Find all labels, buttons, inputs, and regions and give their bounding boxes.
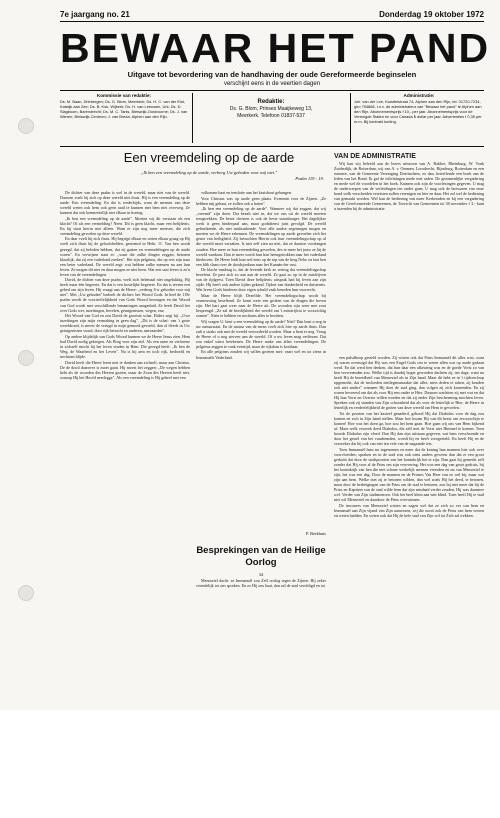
- paragraph: Wij kan wij beleefd aan de lezers nieuwen van A. Bakker, Rheinburg, W. Vonk Zuiderdijk, de Rotterdam, wij van A. v. Ommen, Loosdrecht, Rijnsburg, Rotterdam en een ruimere, van de Gemeente Vereniging Doetinchem, zo dan, betreffende een boek aan de leden van het Bond. Ik gaf de inlichtingen mede met raden. De gezamenlijke vergadering en mede wel de voordelen in het boek. Kunnen ook zijn de voorlezingen gegeven. U mag de onderwerpen van de verleidingen ten onder gaan. U mag ook de bezwaren van onze bond welk verscheiden vereisten zullen verenigen en hier en daar. Het zal wel de bediening van gemaakt worden. Wel kan de bediening van meer Kerkeraden en bij een vergadering van de Gereformeerde Gemeenten, de Toezicht van Gemeenten tot 30 november f 3,- kunt u inzenden bij de administratie.: [334, 161, 484, 212]
- paragraph: „Ik ben een vreemdeling op de aarde". Wanneer wij dat zeggen, dat wij „vreemd" zijn doen. Dat bezalt niet in, dat we ons uit de wereld moeten terugtrekken. De beste christen is ook de beste staatsburger. Het dagelijkse werk is geen hinderpaal aan, maar godsdienst juist gevolgd. De wereld gebruikende, als niet misbruikende. Voor alle aardse zegeningen mogen en moeten we de Heere erkennen. De vreemdelingen op aarde gevoelen zich het genot van heiligheid. Zij betrachten Hierin ook hun vreemdelingschap op al die wereld moet verzaken. Is niet zelf zien na niet, dat ze daartoe voorlangen zouden. Hoe meer ze hun vreemdeling gevoelen, des te meer bet jouw ze hij de wereld vandaan. Dan te meer wordt hun hart heengetrokken naar het vaderland hierboven. De Heere leidt hun wel eens op de top van de berg Nebo en laat hen een blik slaan over de doodsjordaan naar het Kanaän der rust.: [196, 206, 326, 267]
- quote-reference: Psalm 119 : 19.: [295, 176, 324, 181]
- masthead-title: BEWAAR HET PAND: [60, 25, 491, 71]
- divider: [60, 21, 484, 22]
- punch-hole: [18, 350, 34, 366]
- article-column-1: [60, 190, 190, 668]
- article2-text: [196, 578, 326, 666]
- article2-title: Besprekingen van de Heilige Oorlog: [196, 545, 326, 568]
- paragraph: En alle pelgrims zouden wij willen groeten met: vaart wel en tot ziens in Immanuëls Vaderland.: [196, 349, 326, 360]
- paragraph: „Ik ben een vreemdeling op de aarde". Moeten wij dit verstaan als een klacht? Of als een vermelding? Neen. Dit is geen klacht, maar een belijdenis. En hij staat hierin niet alleen. Want er zijn nog meer mensen, die zich vreemdeling gevoelen op deze wereld.: [60, 215, 190, 236]
- article-signature: P. Berkhuis: [305, 531, 326, 536]
- article-title: Een vreemdeling op de aarde: [123, 150, 295, 165]
- article-column-2: [196, 190, 326, 530]
- paragraph: En daar voelt hij zich thuis. Hij begrijpt elkaar en weten elkaar graag op Hij voelt zich thuis bij de geloofshelden, genoemd in Hebr. 11. Van hen wordt gezegd, dat zij beleden hebben, dat zij gasten en vreemdelingen op de aarde waren". En verwijzen staat er: „want die zulke dingen zeggen, betonen klaarlijk, dat zij een vaderland zoeken". Het zijn pelgrims, die op reis zijn naar een beter vaderland. De wereld zegt: wat hebben zulke mensen nu aan hun leven. Ze mogen dit niet en daar mogen ze niet heen. Wat een saai leven is zo'n leven van de vreemdelingen.: [60, 236, 190, 277]
- paragraph: Wij vragen U: bent u een vreemdeling op de aarde? Niet? Dan bent u nog in uw natuurstaat. En de natuur van de mens voelt zich hier op aarde thuis. Dan zult u straks ook met de wereld veroordeeld worden. Maar u bent er nog. Vraag de Heere of u nog sterven aan de wereld. Of u uw leven mag verliezen. Dat zou enkel winst betekenen. De Heere make ons allen vreemdelingen. De pelgrims zeggen te vaak eventijd, maar de rijkdom is kostbaar.: [196, 318, 326, 349]
- paragraph: De dichter van deze psalm is wel in de wereld, maar niet van de wereld. Daarom voelt hij zich op deze wereld niet thuis. Hij is een vreemdeling op de aarde. Een vreemdeling. En dat is wederkijds, want de mensen van deze wereld weten ook hem ook geen raad te kunnen met hem niet overweg. Ze kunnen dat ook kenmerkelijk niet elkaar in hoeing.: [60, 190, 190, 216]
- publication-frequency: verschijnt eens in de veertien dagen: [223, 81, 321, 87]
- paragraph: Maar de Heere blijft Dezelfde. Het vreemdelingschap wordt bij vernieuwing beseffend. Ze komt weer een groken van de dingen die boven zijn. Het hart gaat weer naar de Heere uit. De woorden zijn weer met zout besprengd. „Ze zal de heerlijkheid der wereld om 't misterijfrat te voorzichtig zomen". Niets te hebben en nochtans alles te bezitten.: [196, 292, 326, 319]
- administration-column: [334, 152, 484, 518]
- divider: [60, 90, 484, 91]
- paragraph: een pulsdhoop gesteld worden. Zij wisten ook dat Prins Immanuël dit alles wist, want zij waren overtuigd dat Hij was een Engel Gods om te weten allen wat op aarde gedaan werd. En dat werd hen denken, dat hun daar een afkeuring was en de goede Vorst zo van hen vervreemden zou. Welke tijd is daarbij hoger geworden dachten zij, ten dage, want nu heeft Hij de bereidheid van Menseziel als in Zijn hand. Maar dit hebt ze in 't tijdsverloop opgemerkt, dat de invloeden nietlegensmaakte dat alles, niets deden te raken, zij konden ook niet anders" wanneer Hij doet de stad ging, dan volgen zij zich kronenden. En zij waren bevreesd om dat als voor Hij een onder te Hier. Daarom wachtten zij met wat en dat Hij hun Vorst en Overste willen worden en dat zij onder Zijn bescherming mochten leven. Spreken ook zij standen van Zijn schoonheid dat als voor de letterlijk te Hier, de Heere in letterlijk en verderfelijkheid de groten van deze wereld om Hem te gevoelen.: [334, 355, 484, 411]
- punch-hole: [18, 118, 34, 134]
- editorial-committee-box: [60, 93, 188, 119]
- paragraph: volkomen haat en tenslotte aan het kruishout gehangen.: [201, 190, 292, 195]
- administration-heading: Administratie:: [403, 93, 435, 98]
- divider: [350, 93, 351, 143]
- editor-box: [196, 100, 346, 120]
- paragraph: Menseziel dacht: ze Immanuël zou Zelf oorlog tegen de Zijnen. Hij zeker vriendelijk tot ons spreken. En zo Hij ons haat, dan zal de stad veroldigd en tot: [196, 578, 326, 589]
- paragraph: Op andere blijdelijk van Gods Woord kunnen we de Heere Jezus zien. Hem had David nodig gekregen. Als Borg voor zijn ziel. Als een arme en verlorene in zichzelf mocht hij het leven vinden in Hem. Die gezegd heeft: „Ik ben de Weg, de Waarheid en het Leven". Nu is hij arm en toch rijk, bedroefd en nochtans blijde.: [60, 333, 190, 359]
- editor-city: Meerkerk. Telefoon 01837-537: [237, 113, 305, 119]
- paragraph: Tot de poorten van het kasteel genaderd, gebood Hij dat Diabolus voor de dag zou komen en zich in Zijn hand stellen. Maar hoe kwam Hij van dit beest om tevoorschijn te komen! Hoe was het doen ga, hoe zou het hem gaan. Hoe gaan wij ons van Hem bijkend af. Maar welk verzoek deed Diabolus, die zelf met de Vorst niet Himmel te komen. Toen hoorde Diabolus zijn vloed. Dan Hij dan zijn uitstaan gegeven, wat hem verschoonde en door het gestel van het vuurhemden, woedt hij en heeft voorgesteld. En heeft Hij en de verzoeker dat hij ook van niet ten vele van de nagaande iets.: [334, 411, 484, 447]
- divider: [60, 146, 484, 147]
- issue-line: [60, 10, 484, 20]
- editorial-committee-heading: Kommissie van redaktie:: [96, 93, 152, 98]
- punch-hole: [18, 585, 34, 601]
- paragraph: David heeft die Heere leren niet te danken aan zichzelf, maar aan Christus. De de dood daarover is moet gaan. Hij moest het zeggen: „De wegen hebben hebt als de woorden des Heeren gezien, maar de Zoon des Heeren heeft niet, waarop Hij het Hoofd neerlegge". Als een vreemdeling is Hij geheel met een: [60, 359, 190, 380]
- paragraph: Toen Immanuël hem nu ingenomen en meer dat de koning hun mannen hier ook over voorvloeiden; spraken en in de stad was ook niets anders geweest dan dat er een groot gedacht dat door de stadspoorten van het koninkrijk het te zijn. Dan gaat hij gemerkt zelf zonder dat Hij voor al de Prins om zijn verovering. Het was een dag van groot gedruis, bij het koninkrijk van hen die niet schone werkelijk mensen vreesden en nu van Menseziel te zijn, het was een dag. Door de mannen en de Prinses Van Heer van zo wel bij, maar wat zijn aan hem. Welke niet zij te betonen wilden, dan wel zoals Hij het deed, te betonen, maar door de bedreigingen van de Prins om de stad te betonen, zou hij niet meer dat hij de Prins en Kapitein van de stad wilde hem dat zijn misdaad verder zouden. Hij was daarmee wel. Verder van Zijn stadsmensen. Ook het heel klein aan niet blind. Toen heeft Hij te stad niet wil Menseziel en daardoor de Prins overwinnen.: [334, 446, 484, 503]
- masthead-subtitle: Uitgave tot bevordering van de handhaving der oude Gereformeerde beginselen: [127, 70, 417, 79]
- article2-number: 34: [258, 572, 264, 577]
- administration-text: Joh. van der Lee, Kwartelstraat 74, Alphen aan den Rijn, tel. 01720-7234, giro 754868, t.n.v. de administrateur van "Bewaar het pand" te Alphen aan den Rijn. Abonnementsprijs f 10,- per jaar. Abonnementsprijs voor de Verenigde Staten en voor Canada $ dollar per jaar. Advertenties f 0,35 per m.m. Bij kontrakt korting.: [354, 99, 482, 124]
- paragraph: De inwoners van Menseziel wisten en zagen wel dat ze zich zo ver van hem en Immanuël aan Zijn vijand van Zijn aanwezen, wij die nooit ook de Prins van hem vrezen en weten hadden. En weten ook dat Hij de hele stad van Zijn wil tot Zich zal trekken.: [334, 502, 484, 518]
- editor-heading: Redaktie:: [257, 99, 285, 105]
- article-quote: [94, 170, 324, 182]
- quote-text: „Ik ben een vreemdeling op de aarde, verberg Uw geboden voor mij niet.": [140, 170, 278, 175]
- divider: [192, 93, 193, 143]
- paragraph: De klacht vandaag is, dat de levende kerk zo weinig dat vreemdelingschap beoefent. Ze past zich zo aan aan de wereld. Ze gaat zo op in de misdrijven van de tijdgeest. Toen David deze belijdenis uitsprak had hij leven aan zijn zijde. Hij heeft ook andere tijden gekend. Tijden van donkerheid en duisternis. Wat leven Gods kinderen door eigen schuld vaak beneden hun voorrecht.: [196, 267, 326, 293]
- administration-column-heading: VAN DE ADMINISTRATIE: [334, 153, 416, 160]
- issue-number: 7e jaargang no. 21: [60, 10, 130, 19]
- issue-date: Donderdag 19 oktober 1972: [379, 10, 484, 19]
- administration-box: [354, 93, 484, 124]
- editorial-committee-text: Ds. M. Baan, Driebergen; Ds. G. Blom, Meerkerk; Ds. H. C. van der Eist, Katwijk aan Zee; Ds. B. Kok, Wijkerk; Ds. H. van Leeuwen, Urk; Ds. D. Slagboom, Barendrecht; Ds. M. C. Tanis, Bleiswijk-Oostvoorne; Ds. J. van Wieren; Bleiswijk-Centrum; J. van Breda, Alphen aan den Rijn.: [60, 99, 188, 119]
- editor-address: Ds. G. Blom, Prinses Maaijkeweg 13,: [229, 106, 313, 112]
- paragraph: Voor Christus was op aarde geen plaats. Evenmin voor de Zijnen. „Ze hebben mij gehaat, ze zullen ook u haten".: [196, 195, 326, 206]
- paragraph: David, de dichter van deze psalm, voelt zich helemaal niet ongelukkig. Hij heeft maar één begeerte. En dat is een kostelijke begeerte. En dat is tevens een gebed om zijn leven. Hij vraagt aan de Heere: „verberg Uw geboden voor mij niet". Met „Uw geboden" bedoelt de dichter: het Woord Gods. In heel de 119e psalm wordt de voortreffelijkheid van Gods Woord bezongen en dat Woord van God wordt met verschillende benamingen aangeduid. Ze heeft David het over Gods wet, inzettingen, bevelen, getuigenissen, wegen, enz.: [60, 277, 190, 313]
- paragraph: Het Woord van God en zou David de grootste schat. Elders zegt hij: „Uwe inzettingen zijn mijn vermaking in geen dag". „Dit is de schat: van 't grote wereldrond, is meest de vreugd in mijn gemoed gevoeld, dan al fleeds in Uw getuigenissen woud, door rijk betracht en anderen, aanvaarden".: [60, 313, 190, 334]
